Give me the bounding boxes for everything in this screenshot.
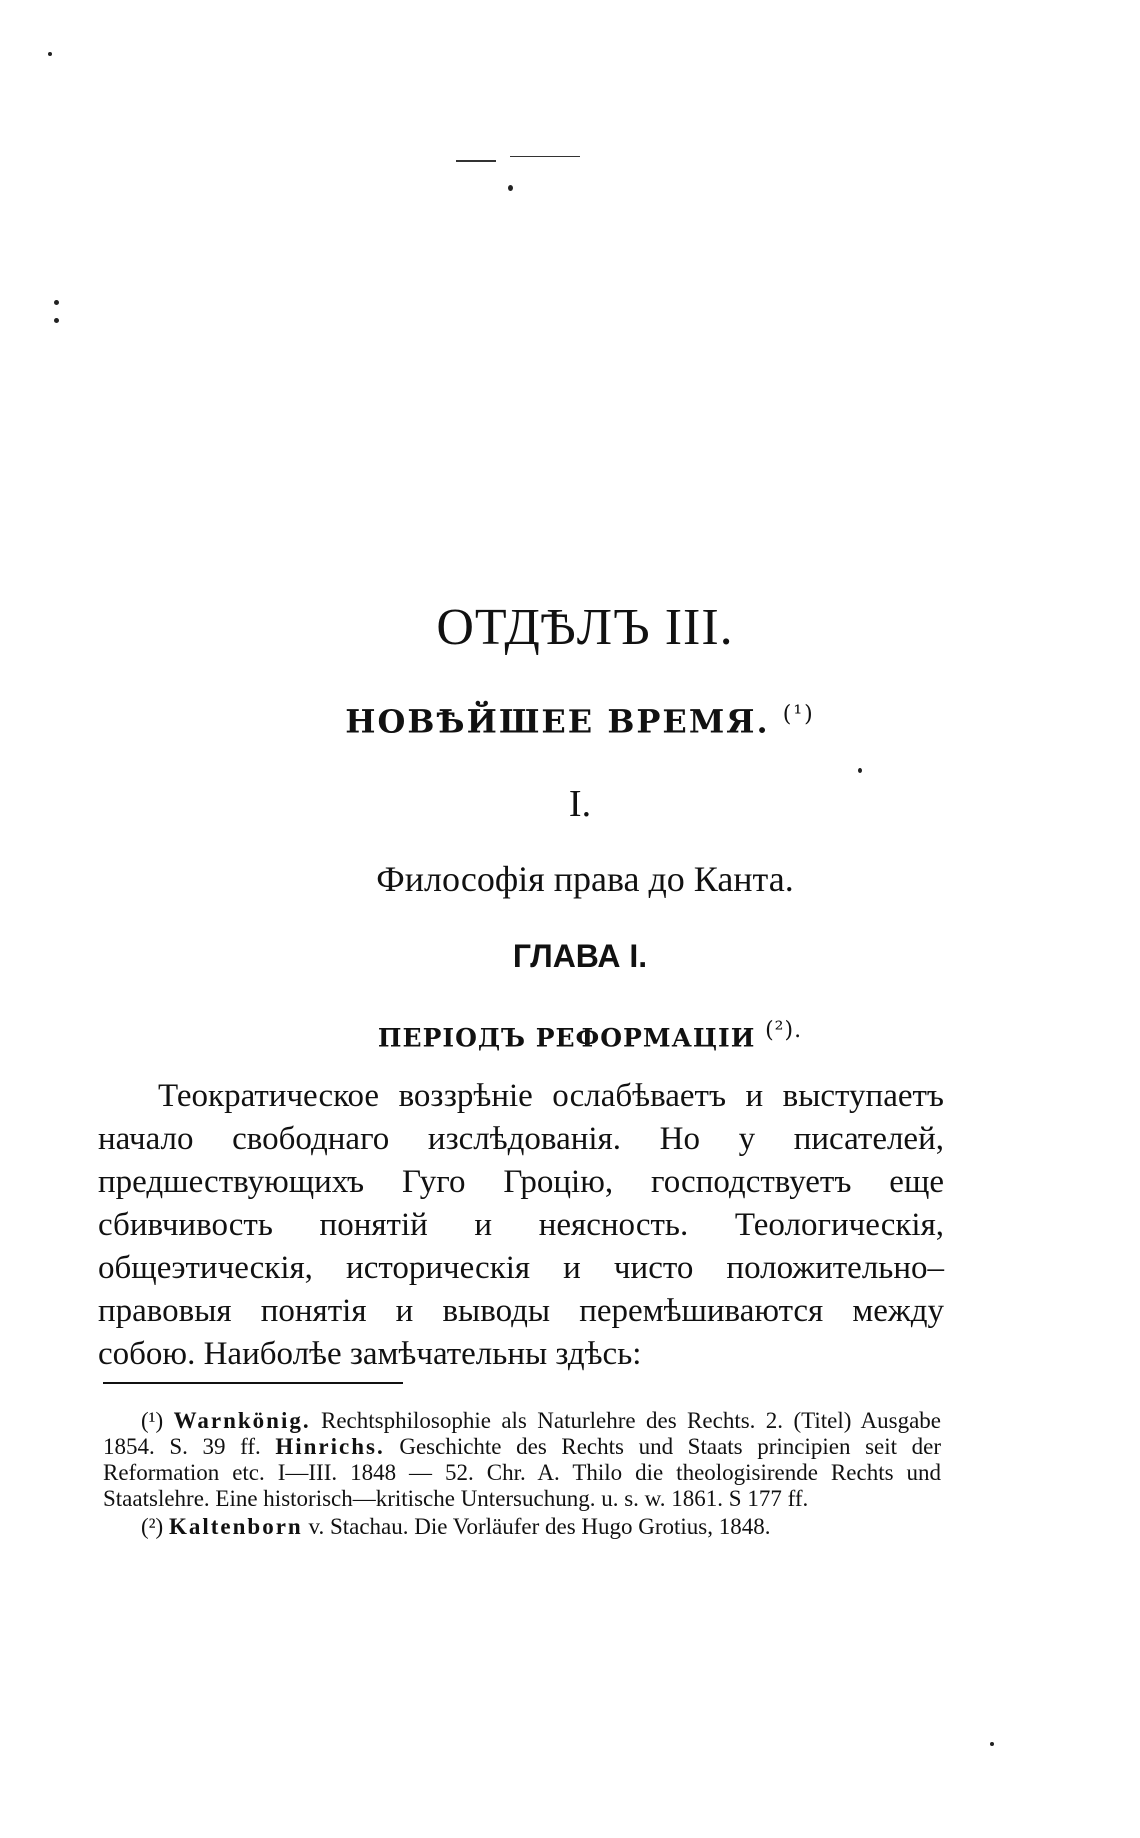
footnote-author: Hinrichs. (275, 1434, 385, 1459)
footnote-1 (103, 1408, 941, 1512)
footnotes (103, 1408, 941, 1540)
period-title (0, 702, 1140, 741)
scan-mark (456, 160, 496, 162)
part-title: Философія права до Канта. (376, 859, 794, 899)
scan-speck (508, 185, 513, 191)
scan-speck (990, 1742, 994, 1746)
scan-mark (510, 156, 580, 157)
part-numeral: I. (568, 783, 592, 825)
section-title: ОТДѢЛЪ III. (436, 599, 734, 656)
period-note-ref: (¹) (782, 702, 815, 727)
footnote-mark: (²) (141, 1514, 164, 1539)
chapter-note-ref: (²). (765, 1018, 803, 1043)
footnote-divider (103, 1382, 403, 1384)
footnote-text: Rechtsphilosophie als Naturlehre des Rechts. 2. (Titel) Ausgabe 1854. S. 39 ff. (103, 1408, 942, 1459)
footnote-author: Warnkönig. (173, 1408, 311, 1433)
scan-speck (54, 318, 59, 323)
chapter-subtitle-text: ПЕРІОДЪ РЕФОРМАЦІИ (377, 1023, 756, 1053)
scan-speck (858, 768, 862, 773)
footnote-author: Kaltenborn (168, 1514, 303, 1539)
footnote-text: v. Stachau. Die Vorläufer des Hugo Grotius, 1848. (302, 1514, 771, 1539)
chapter-title: ГЛАВА I. (512, 938, 648, 974)
footnote-text: Geschichte des Rechts und Staats principien seit der Reformation etc. I—III. 1848 — 52. Chr. A. Thilo die theologisirende Rechts und Staatslehre. Eine historisch—kritische Untersuchung. u. s. w. 1861. S 177 ff. (103, 1434, 941, 1511)
scan-speck (48, 52, 52, 56)
period-title-text: НОВѢЙШЕЕ ВРЕМЯ. (345, 702, 770, 741)
scan-speck (54, 300, 59, 305)
body-paragraph: Теократическое воззрѣніе ослабѣваетъ и выступаетъ начало свободнаго изслѣдованія. Но у писателей, предшествующихъ Гуго Гроцію, господствуетъ еще сбивчивость понятій и неясность. Теологическія, общеэтическія, историческія и чисто положительно–правовыя понятія и выводы перемѣшиваются между собою. Наиболѣе замѣчательны здѣсь: (98, 1078, 944, 1372)
chapter-subtitle (0, 1018, 1140, 1052)
footnote-mark: (¹) (141, 1408, 164, 1433)
footnote-2 (103, 1514, 941, 1540)
